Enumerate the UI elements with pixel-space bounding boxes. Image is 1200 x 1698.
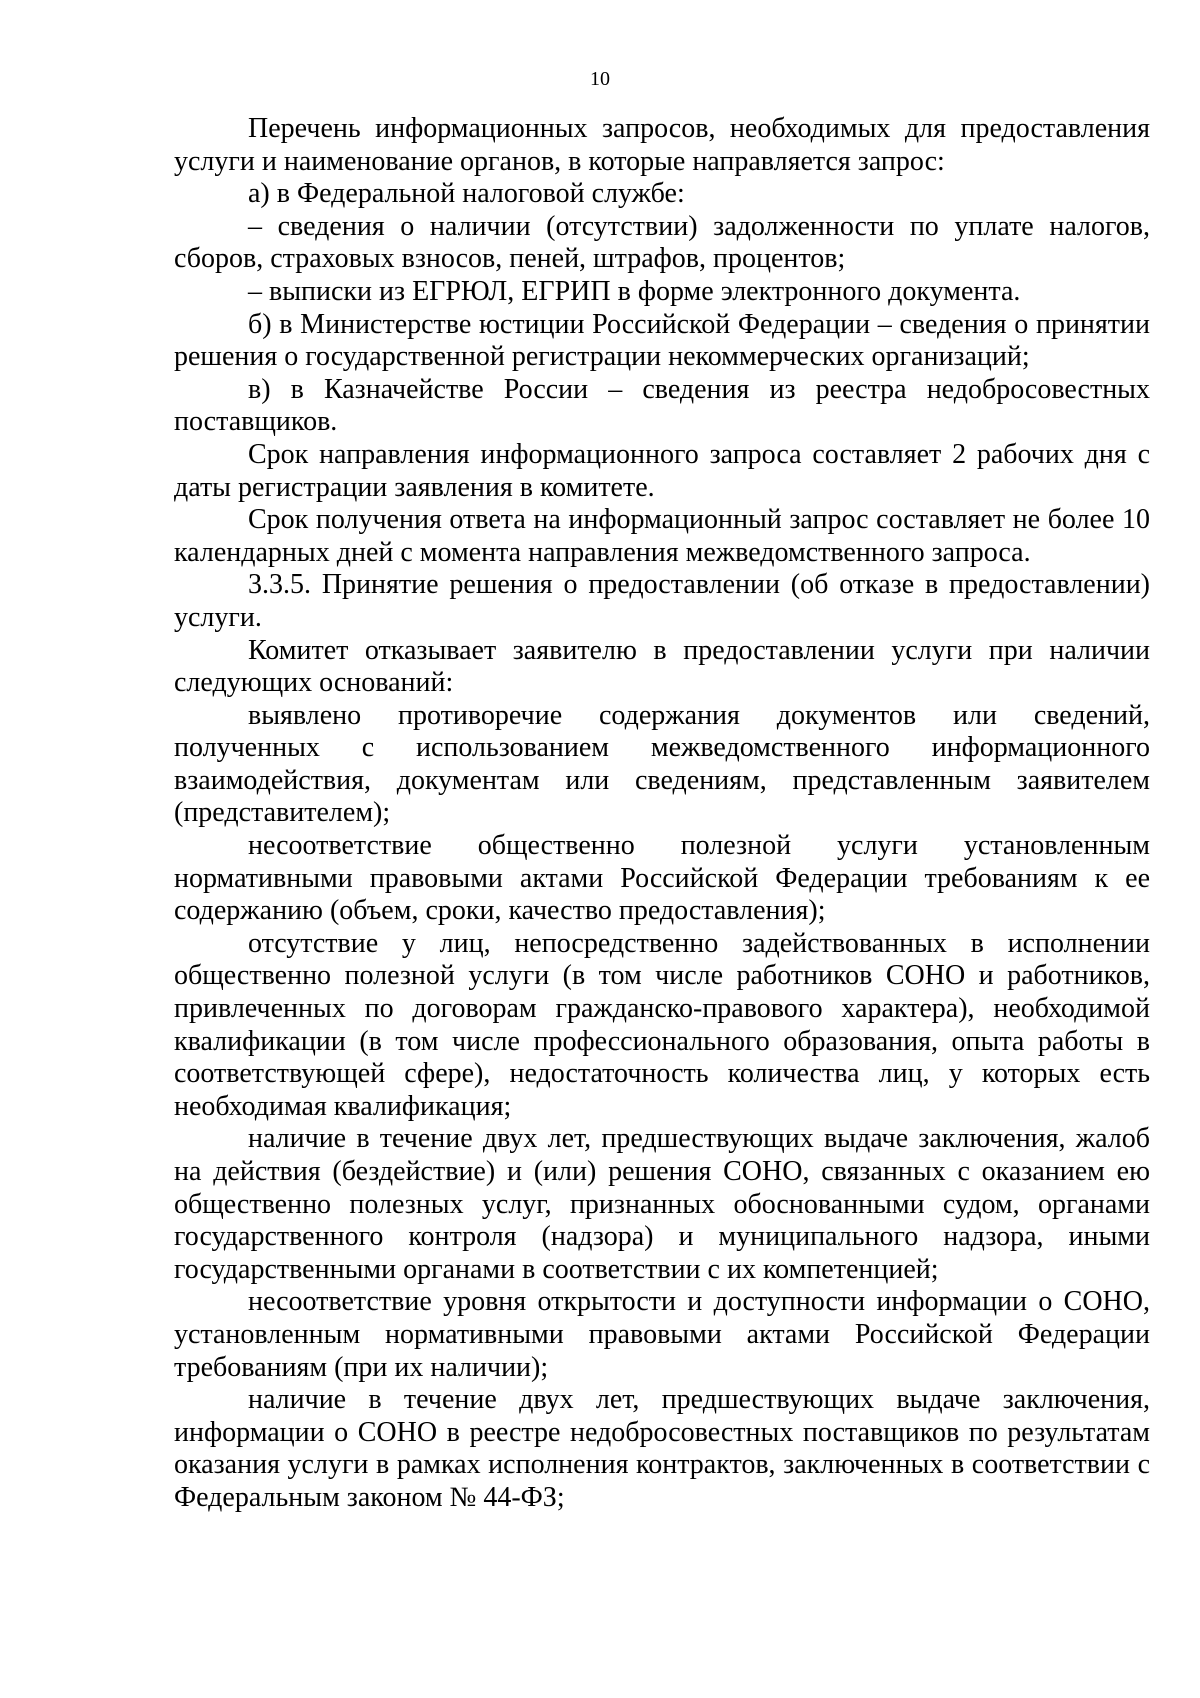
paragraph-ministry-of-justice: б) в Министерстве юстиции Российской Федерации – сведения о принятии решения о государственной регистрации некоммерческих организаций; <box>174 308 1150 373</box>
paragraph-treasury: в) в Казначействе России – сведения из реестра недобросовестных поставщиков. <box>174 373 1150 438</box>
paragraph-response-deadline: Срок получения ответа на информационный запрос составляет не более 10 календарных дней с момента направления межведомственного запроса. <box>174 504 1150 568</box>
paragraph-egrul-extract: – выписки из ЕГРЮЛ, ЕГРИП в форме электронного документа. <box>248 275 1021 307</box>
paragraph-tax-service: а) в Федеральной налоговой службе: <box>248 178 685 210</box>
page-number: 10 <box>590 68 610 90</box>
paragraph-ground-complaints: наличие в течение двух лет, предшествующих выдаче заключения, жалоб на действия (бездействие) и (или) решения СОНО, связанных с оказанием ею общественно полезных услуг, признанных обоснованными судом, органами государственного контроля (надзора) и муниципального надзора, иными государственными органами в соответствии с их компетенцией; <box>174 1123 1150 1285</box>
paragraph-requests-list: Перечень информационных запросов, необходимых для предоставления услуги и наименование органов, в которые направляется запрос: <box>174 113 1150 177</box>
paragraph-refusal-grounds-intro: Комитет отказывает заявителю в предоставлении услуги при наличии следующих оснований: <box>174 634 1150 699</box>
paragraph-ground-contradiction: выявлено противоречие содержания документов или сведений, полученных с использованием межведомственного информационного взаимодействия, документам или сведениям, представленным заявителем (представителем); <box>174 699 1150 829</box>
paragraph-section-3-3-5: 3.3.5. Принятие решения о предоставлении (об отказе в предоставлении) услуги. <box>174 569 1150 633</box>
paragraph-ground-unfair-suppliers: наличие в течение двух лет, предшествующих выдаче заключения, информации о СОНО в реестре недобросовестных поставщиков по результатам оказания услуги в рамках исполнения контрактов, заключенных в соответствии с Федеральным законом № 44-ФЗ; <box>174 1384 1150 1513</box>
paragraph-request-deadline: Срок направления информационного запроса составляет 2 рабочих дня с даты регистрации заявления в комитете. <box>174 438 1150 503</box>
paragraph-ground-openness: несоответствие уровня открытости и доступности информации о СОНО, установленным нормативными правовыми актами Российской Федерации требованиям (при их наличии); <box>174 1286 1150 1383</box>
paragraph-ground-nonconformity: несоответствие общественно полезной услуги установленным нормативными правовыми актами Российской Федерации требованиям к ее содержанию (объем, сроки, качество предоставления); <box>174 830 1150 927</box>
document-body <box>174 113 1150 1515</box>
paragraph-tax-debt-info: – сведения о наличии (отсутствии) задолженности по уплате налогов, сборов, страховых взносов, пеней, штрафов, процентов; <box>174 210 1150 275</box>
paragraph-ground-qualification: отсутствие у лиц, непосредственно задействованных в исполнении общественно полезной услуги (в том числе работников СОНО и работников, привлеченных по договорам гражданско-правового характера), необходимой квалификации (в том числе профессионального образования, опыта работы в соответствующей сфере), недостаточность количества лиц, у которых есть необходимая квалификация; <box>174 927 1150 1122</box>
